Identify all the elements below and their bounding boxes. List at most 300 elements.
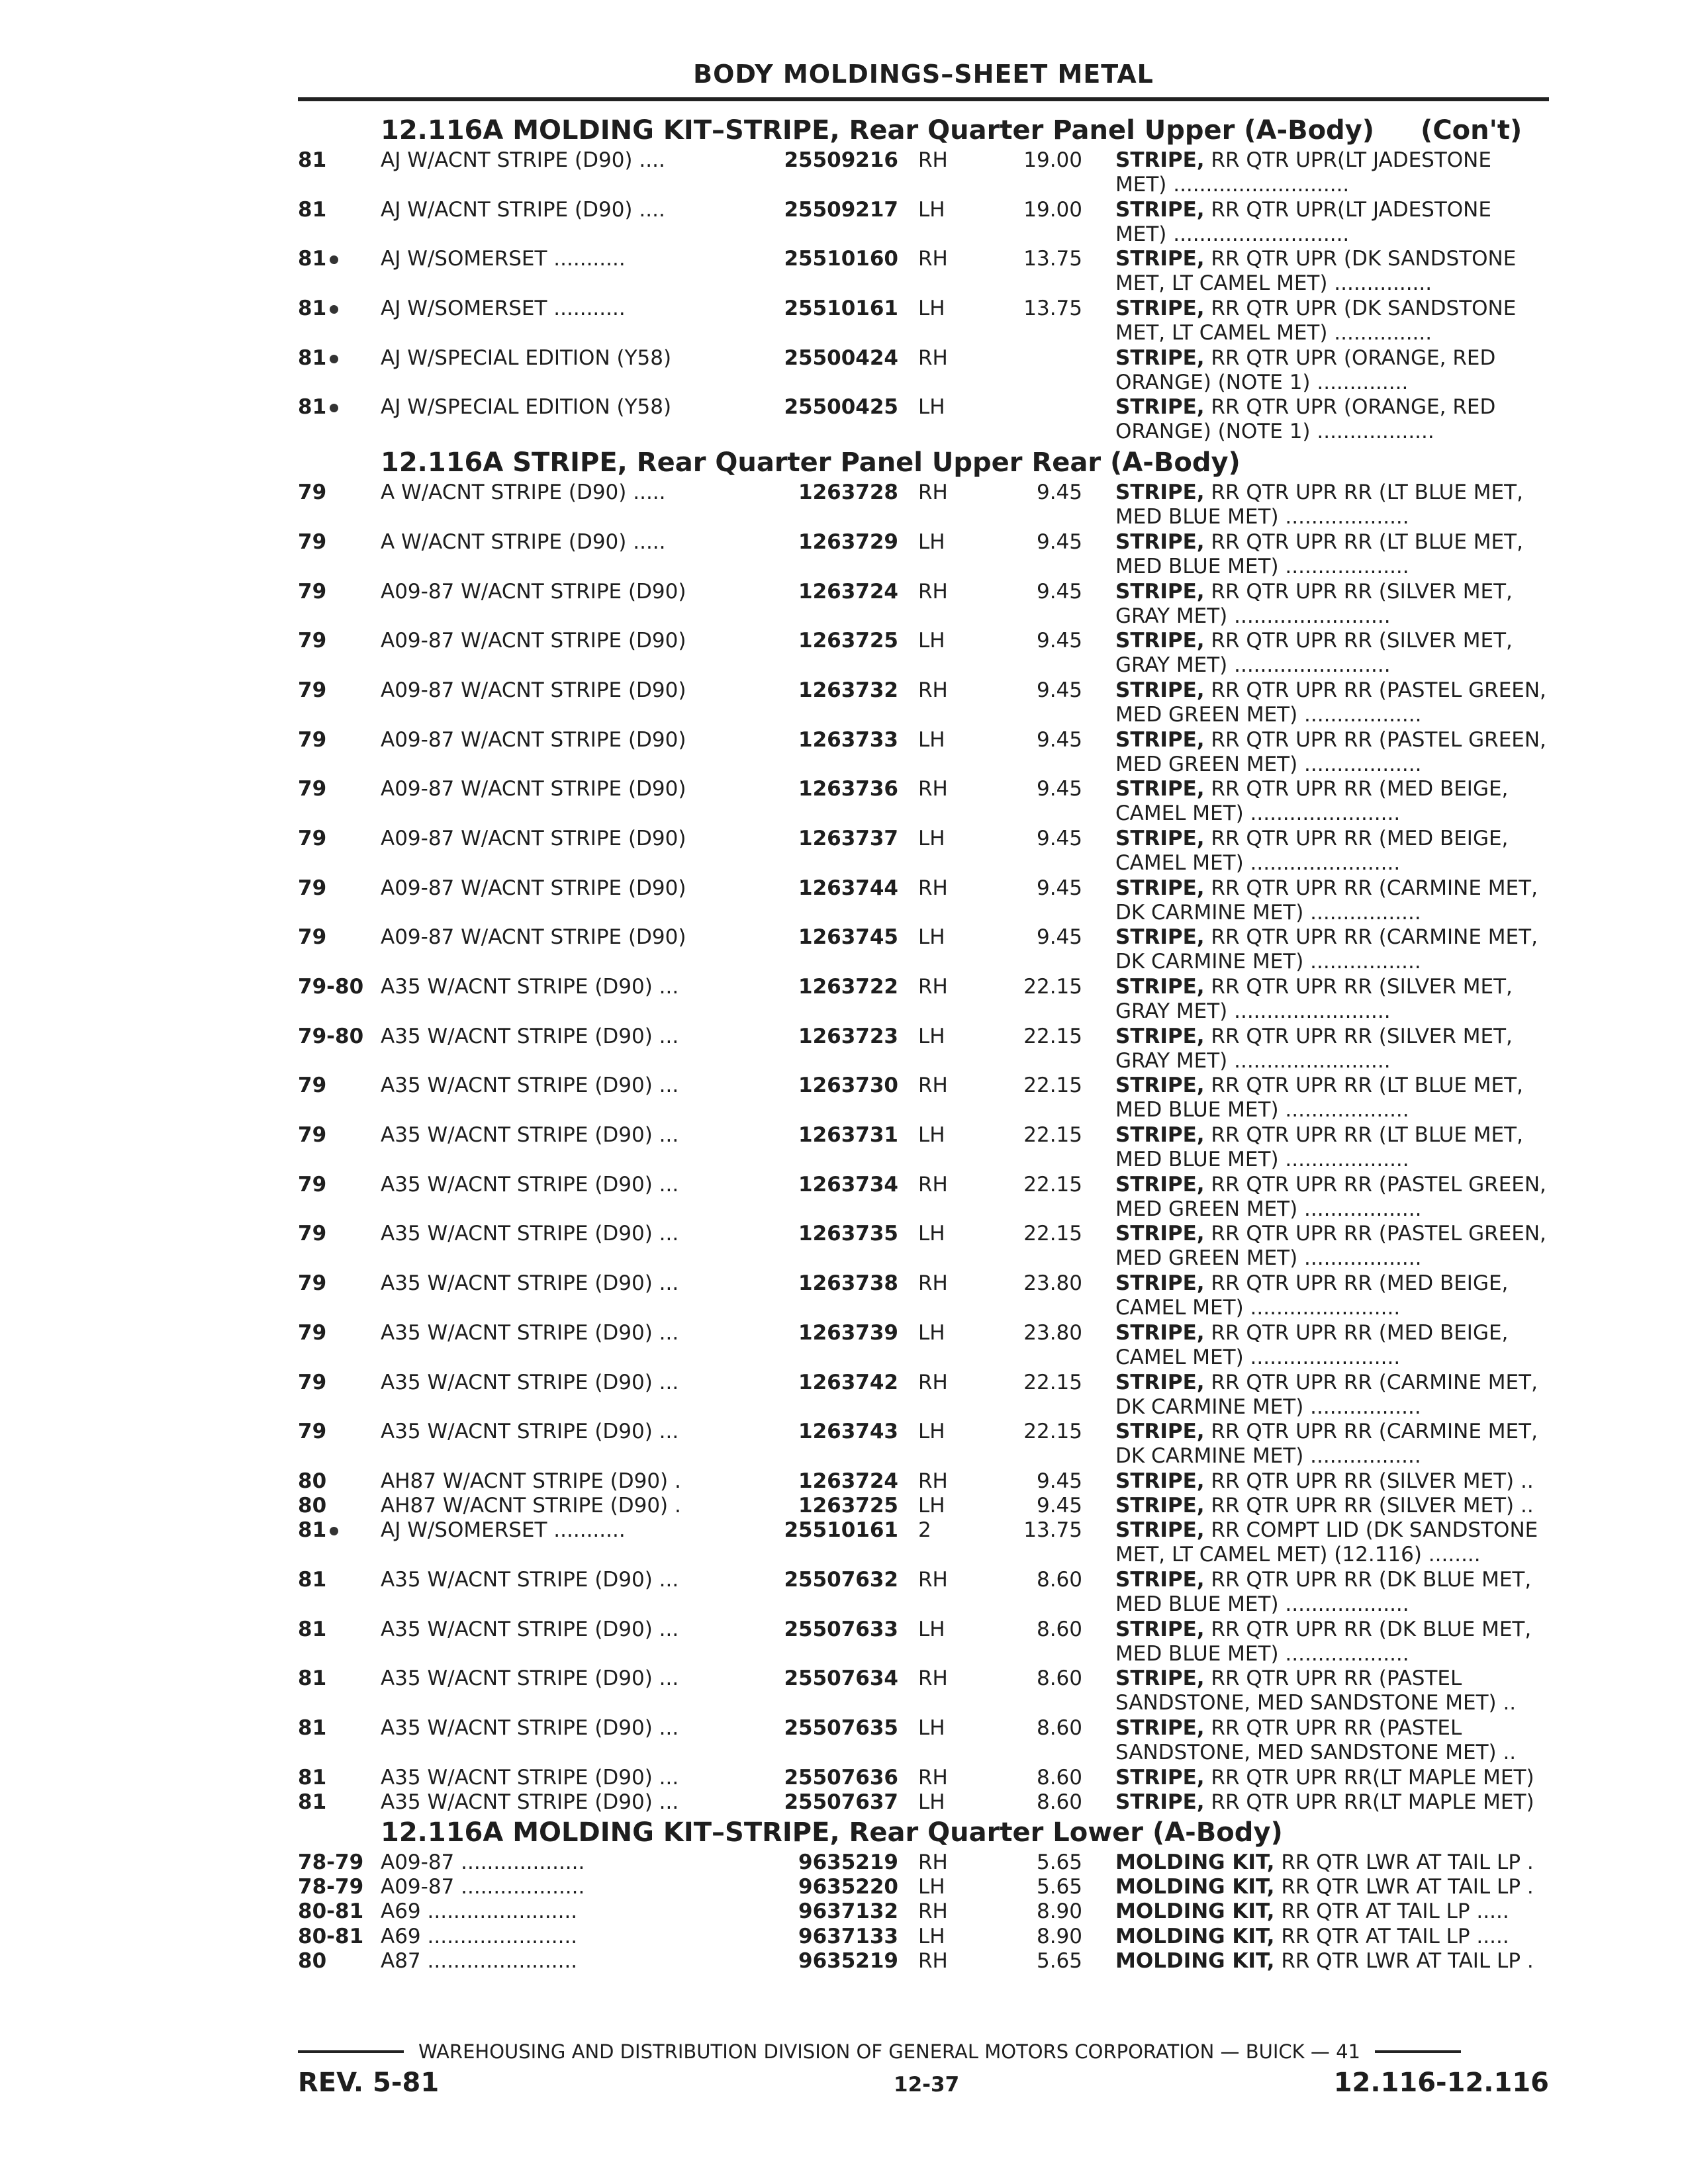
- new-item-bullet-icon: [330, 255, 338, 264]
- model-year: 81: [298, 296, 327, 321]
- description-text: RR QTR UPR RR (SILVER MET, GRAY MET) ........................: [1115, 975, 1513, 1023]
- model-year: 79: [298, 826, 327, 850]
- price-cell: 9.45: [1036, 876, 1082, 900]
- description-text: RR QTR UPR RR (DK BLUE MET, MED BLUE MET) ...................: [1115, 1567, 1532, 1616]
- part-number-cell: 1263723: [798, 1024, 898, 1048]
- model-year-cell: [298, 148, 381, 198]
- model-year-cell: [298, 1073, 381, 1123]
- part-number-cell: 25509217: [784, 197, 898, 222]
- description-text: RR QTR UPR RR (CARMINE MET, DK CARMINE MET) .................: [1115, 876, 1538, 925]
- model-year: 79-80: [298, 1024, 364, 1048]
- quantity-cell: RH: [918, 1850, 948, 1875]
- part-number-cell: 1263728: [798, 480, 898, 505]
- new-item-bullet-icon: [330, 404, 338, 412]
- model-year: 78-79: [298, 1875, 364, 1899]
- price-cell: 22.15: [1023, 1024, 1082, 1048]
- description-text: RR QTR UPR (DK SANDSTONE MET, LT CAMEL MET) ...............: [1115, 247, 1517, 296]
- price-cell: 22.15: [1023, 1420, 1082, 1444]
- section-heading: [298, 1815, 1549, 1850]
- application-cell: AJ W/SOMERSET ...........: [381, 247, 626, 271]
- part-number-cell: 9637133: [798, 1924, 898, 1948]
- part-number-cell: 1263737: [798, 826, 898, 850]
- application-cell: AH87 W/ACNT STRIPE (D90) .: [381, 1469, 681, 1493]
- model-year-cell: [298, 728, 381, 778]
- description-keyword: STRIPE,: [1115, 480, 1205, 505]
- description-cell: [1115, 1371, 1549, 1420]
- model-year-cell: [298, 629, 381, 678]
- footer-division-line: [298, 2038, 1549, 2065]
- description-cell: [1115, 148, 1549, 198]
- part-row: [298, 1173, 1549, 1222]
- description-keyword: STRIPE,: [1115, 1765, 1205, 1790]
- description-keyword: STRIPE,: [1115, 1172, 1205, 1197]
- quantity-cell: RH: [918, 148, 948, 172]
- quantity-cell: RH: [918, 678, 948, 702]
- new-item-bullet-icon: [330, 1527, 338, 1535]
- part-number-cell: 25507634: [784, 1666, 898, 1691]
- quantity-cell: LH: [918, 1924, 945, 1948]
- description-keyword: STRIPE,: [1115, 1790, 1205, 1814]
- description-cell: [1115, 1420, 1549, 1469]
- price-cell: 8.90: [1036, 1899, 1082, 1924]
- application-cell: A09-87 W/ACNT STRIPE (D90): [381, 727, 686, 752]
- page-number: 12-37: [894, 2073, 960, 2097]
- part-row: [298, 198, 1549, 248]
- model-year-cell: [298, 1790, 381, 1815]
- quantity-cell: LH: [918, 1024, 945, 1048]
- description-keyword: STRIPE,: [1115, 296, 1205, 321]
- quantity-cell: 2: [918, 1518, 931, 1543]
- quantity-cell: LH: [918, 197, 945, 222]
- description-keyword: MOLDING KIT,: [1115, 1875, 1275, 1899]
- description-cell: [1115, 876, 1549, 926]
- price-cell: 8.60: [1036, 1790, 1082, 1814]
- quantity-cell: LH: [918, 1875, 945, 1899]
- application-cell: AJ W/SPECIAL EDITION (Y58): [381, 345, 672, 370]
- part-number-cell: 9635220: [798, 1875, 898, 1899]
- part-number-cell: 9637132: [798, 1899, 898, 1924]
- part-row: [298, 1925, 1549, 1949]
- description-keyword: STRIPE,: [1115, 1494, 1205, 1518]
- footer-division-text: WAREHOUSING AND DISTRIBUTION DIVISION OF GENERAL MOTORS CORPORATION — BUICK — 41: [418, 2040, 1360, 2063]
- description-keyword: STRIPE,: [1115, 925, 1205, 950]
- part-number-cell: 1263736: [798, 777, 898, 801]
- model-year-cell: [298, 1617, 381, 1667]
- description-text: RR QTR UPR RR (MED BEIGE, CAMEL MET) .......................: [1115, 826, 1509, 875]
- description-cell: [1115, 1073, 1549, 1123]
- quantity-cell: RH: [918, 1370, 948, 1394]
- quantity-cell: RH: [918, 1172, 948, 1197]
- new-item-bullet-icon: [330, 355, 338, 363]
- model-year: 79: [298, 925, 327, 950]
- description-keyword: STRIPE,: [1115, 1716, 1205, 1740]
- model-year-cell: [298, 1420, 381, 1469]
- part-number-cell: 1263722: [798, 975, 898, 999]
- price-cell: 22.15: [1023, 1073, 1082, 1098]
- model-year-cell: [298, 1925, 381, 1949]
- description-keyword: STRIPE,: [1115, 629, 1205, 653]
- part-number-cell: 1263734: [798, 1172, 898, 1197]
- part-row: [298, 777, 1549, 827]
- description-cell: [1115, 1568, 1549, 1617]
- model-year-cell: [298, 1850, 381, 1875]
- price-cell: 9.45: [1036, 727, 1082, 752]
- description-text: RR QTR UPR(LT JADESTONE MET) ...........................: [1115, 197, 1491, 246]
- model-year-cell: [298, 1494, 381, 1518]
- description-text: RR QTR LWR AT TAIL LP .: [1281, 1948, 1534, 1973]
- price-cell: 9.45: [1036, 1469, 1082, 1493]
- part-number-cell: 25507632: [784, 1567, 898, 1592]
- application-cell: A35 W/ACNT STRIPE (D90) ...: [381, 975, 679, 999]
- description-text: RR QTR UPR RR (LT BLUE MET, MED BLUE MET) ...................: [1115, 480, 1523, 529]
- description-cell: [1115, 629, 1549, 678]
- description-text: RR QTR UPR RR (PASTEL SANDSTONE, MED SANDSTONE MET) ..: [1115, 1716, 1517, 1764]
- part-number-cell: 1263724: [798, 579, 898, 604]
- model-year: 80: [298, 1948, 327, 1973]
- model-year: 80: [298, 1494, 327, 1518]
- model-year-cell: [298, 678, 381, 728]
- application-cell: A09-87 W/ACNT STRIPE (D90): [381, 579, 686, 604]
- description-keyword: STRIPE,: [1115, 876, 1205, 900]
- quantity-cell: LH: [918, 1617, 945, 1641]
- description-text: RR QTR UPR RR (SILVER MET) ..: [1211, 1469, 1534, 1493]
- price-cell: 9.45: [1036, 777, 1082, 801]
- part-number-cell: 25507633: [784, 1617, 898, 1641]
- description-keyword: STRIPE,: [1115, 727, 1205, 752]
- description-cell: [1115, 346, 1549, 396]
- section-title: 12.116A STRIPE, Rear Quarter Panel Upper Rear (A-Body): [381, 447, 1241, 478]
- description-keyword: MOLDING KIT,: [1115, 1899, 1275, 1924]
- application-cell: A35 W/ACNT STRIPE (D90) ...: [381, 1716, 679, 1740]
- price-cell: 22.15: [1023, 1370, 1082, 1394]
- description-text: RR COMPT LID (DK SANDSTONE MET, LT CAMEL MET) (12.116) ........: [1115, 1518, 1538, 1567]
- model-year-cell: [298, 827, 381, 876]
- description-cell: [1115, 1222, 1549, 1271]
- part-row: [298, 1271, 1549, 1321]
- new-item-bullet-icon: [330, 305, 338, 314]
- description-text: RR QTR UPR RR (MED BEIGE, CAMEL MET) .......................: [1115, 777, 1509, 826]
- description-cell: [1115, 1666, 1549, 1716]
- section-heading: [298, 113, 1549, 148]
- description-cell: [1115, 296, 1549, 346]
- price-cell: 9.45: [1036, 629, 1082, 653]
- part-number-cell: 1263743: [798, 1420, 898, 1444]
- part-row: [298, 480, 1549, 530]
- price-cell: 22.15: [1023, 1123, 1082, 1148]
- footer-rule-left: [298, 2050, 404, 2053]
- application-cell: A35 W/ACNT STRIPE (D90) ...: [381, 1024, 679, 1048]
- model-year-cell: [298, 1875, 381, 1899]
- quantity-cell: RH: [918, 1271, 948, 1296]
- description-keyword: STRIPE,: [1115, 395, 1205, 420]
- part-number-cell: 1263739: [798, 1320, 898, 1345]
- model-year-cell: [298, 1222, 381, 1271]
- description-text: RR QTR UPR RR (LT BLUE MET, MED BLUE MET) ...................: [1115, 1123, 1523, 1172]
- model-year-cell: [298, 925, 381, 975]
- description-text: RR QTR LWR AT TAIL LP .: [1281, 1875, 1534, 1899]
- description-cell: [1115, 777, 1549, 827]
- description-cell: [1115, 925, 1549, 975]
- model-year-cell: [298, 1469, 381, 1494]
- model-year-cell: [298, 777, 381, 827]
- quantity-cell: RH: [918, 1948, 948, 1973]
- application-cell: A35 W/ACNT STRIPE (D90) ...: [381, 1420, 679, 1444]
- description-text: RR QTR UPR RR (CARMINE MET, DK CARMINE MET) .................: [1115, 1420, 1538, 1469]
- quantity-cell: LH: [918, 925, 945, 950]
- description-keyword: STRIPE,: [1115, 1420, 1205, 1444]
- application-cell: A09-87 W/ACNT STRIPE (D90): [381, 876, 686, 900]
- description-cell: [1115, 1321, 1549, 1371]
- application-cell: A35 W/ACNT STRIPE (D90) ...: [381, 1271, 679, 1296]
- part-number-cell: 1263738: [798, 1271, 898, 1296]
- quantity-cell: RH: [918, 1567, 948, 1592]
- quantity-cell: RH: [918, 480, 948, 505]
- part-number-cell: 25507637: [784, 1790, 898, 1814]
- quantity-cell: RH: [918, 1765, 948, 1790]
- model-year-cell: [298, 1716, 381, 1766]
- model-year: 79: [298, 1370, 327, 1394]
- part-row: [298, 296, 1549, 346]
- description-cell: [1115, 1123, 1549, 1173]
- model-year: 80: [298, 1469, 327, 1493]
- section-continued: (Con't): [1421, 115, 1523, 146]
- part-number-cell: 25510161: [784, 296, 898, 321]
- price-cell: 22.15: [1023, 1172, 1082, 1197]
- quantity-cell: LH: [918, 1222, 945, 1246]
- model-year: 81: [298, 1765, 327, 1790]
- model-year: 81: [298, 345, 327, 370]
- model-year: 79: [298, 678, 327, 702]
- description-keyword: STRIPE,: [1115, 1271, 1205, 1296]
- application-cell: AJ W/ACNT STRIPE (D90) ....: [381, 197, 665, 222]
- description-text: RR QTR AT TAIL LP .....: [1281, 1924, 1509, 1948]
- quantity-cell: LH: [918, 296, 945, 321]
- model-year: 79: [298, 1222, 327, 1246]
- description-cell: [1115, 1899, 1549, 1924]
- part-row: [298, 1899, 1549, 1924]
- model-year-cell: [298, 1518, 381, 1568]
- price-cell: 23.80: [1023, 1320, 1082, 1345]
- part-number-cell: 25510160: [784, 247, 898, 271]
- part-row: [298, 395, 1549, 445]
- description-text: RR QTR UPR RR (PASTEL GREEN, MED GREEN MET) ..................: [1115, 678, 1546, 727]
- quantity-cell: LH: [918, 727, 945, 752]
- model-year: 81: [298, 197, 327, 222]
- part-row: [298, 1420, 1549, 1469]
- price-cell: 9.45: [1036, 480, 1082, 505]
- model-year: 79: [298, 777, 327, 801]
- model-year: 79: [298, 629, 327, 653]
- model-year: 81: [298, 1567, 327, 1592]
- quantity-cell: LH: [918, 1790, 945, 1814]
- description-keyword: STRIPE,: [1115, 1370, 1205, 1394]
- quantity-cell: RH: [918, 975, 948, 999]
- description-cell: [1115, 530, 1549, 580]
- part-row: [298, 148, 1549, 198]
- description-text: RR QTR UPR RR (SILVER MET, GRAY MET) ........................: [1115, 1024, 1513, 1073]
- part-row: [298, 1568, 1549, 1617]
- application-cell: A35 W/ACNT STRIPE (D90) ...: [381, 1222, 679, 1246]
- section-title: 12.116A MOLDING KIT–STRIPE, Rear Quarter Panel Upper (A-Body): [381, 115, 1375, 146]
- price-cell: 22.15: [1023, 1222, 1082, 1246]
- part-number-cell: 1263735: [798, 1222, 898, 1246]
- part-number-cell: 1263725: [798, 629, 898, 653]
- description-cell: [1115, 1024, 1549, 1074]
- model-year-cell: [298, 975, 381, 1024]
- model-year: 79: [298, 579, 327, 604]
- model-year: 79: [298, 1123, 327, 1148]
- model-year-cell: [298, 1173, 381, 1222]
- price-cell: 13.75: [1023, 1518, 1082, 1543]
- part-row: [298, 1666, 1549, 1716]
- description-cell: [1115, 1494, 1549, 1518]
- model-year: 81: [298, 1518, 327, 1543]
- description-keyword: MOLDING KIT,: [1115, 1850, 1275, 1875]
- price-cell: 8.60: [1036, 1617, 1082, 1641]
- part-row: [298, 629, 1549, 678]
- model-year: 79: [298, 480, 327, 505]
- part-number-cell: 25500424: [784, 345, 898, 370]
- model-year: 81: [298, 1716, 327, 1740]
- price-cell: 23.80: [1023, 1271, 1082, 1296]
- part-number-cell: 1263724: [798, 1469, 898, 1493]
- price-cell: 9.45: [1036, 1494, 1082, 1518]
- part-row: [298, 1494, 1549, 1518]
- price-cell: 22.15: [1023, 975, 1082, 999]
- price-cell: 8.60: [1036, 1666, 1082, 1691]
- model-year-cell: [298, 247, 381, 296]
- quantity-cell: LH: [918, 529, 945, 554]
- part-number-cell: 25507636: [784, 1765, 898, 1790]
- price-cell: 19.00: [1023, 148, 1082, 172]
- application-cell: AJ W/ACNT STRIPE (D90) ....: [381, 148, 665, 172]
- description-text: RR QTR UPR RR (MED BEIGE, CAMEL MET) .......................: [1115, 1320, 1509, 1369]
- section-range: 12.116-12.116: [1333, 2068, 1549, 2098]
- model-year-cell: [298, 876, 381, 926]
- model-year-cell: [298, 1568, 381, 1617]
- description-text: RR QTR UPR RR (CARMINE MET, DK CARMINE MET) .................: [1115, 925, 1538, 974]
- application-cell: AJ W/SPECIAL EDITION (Y58): [381, 395, 672, 420]
- description-keyword: MOLDING KIT,: [1115, 1924, 1275, 1948]
- model-year-cell: [298, 296, 381, 346]
- application-cell: A09-87 ...................: [381, 1875, 585, 1899]
- description-text: RR QTR UPR RR (LT BLUE MET, MED BLUE MET) ...................: [1115, 1073, 1523, 1122]
- price-cell: 13.75: [1023, 296, 1082, 321]
- section-heading: [298, 445, 1549, 480]
- quantity-cell: RH: [918, 777, 948, 801]
- part-row: [298, 975, 1549, 1024]
- quantity-cell: RH: [918, 579, 948, 604]
- price-cell: 5.65: [1036, 1850, 1082, 1875]
- part-row: [298, 1222, 1549, 1271]
- application-cell: A35 W/ACNT STRIPE (D90) ...: [381, 1320, 679, 1345]
- description-keyword: STRIPE,: [1115, 148, 1205, 172]
- part-row: [298, 346, 1549, 396]
- description-keyword: STRIPE,: [1115, 197, 1205, 222]
- description-text: RR QTR UPR RR(LT MAPLE MET): [1211, 1765, 1534, 1790]
- part-number-cell: 9635219: [798, 1850, 898, 1875]
- price-cell: 5.65: [1036, 1875, 1082, 1899]
- parts-listing: [298, 113, 1549, 1974]
- description-cell: [1115, 1518, 1549, 1568]
- description-cell: [1115, 827, 1549, 876]
- description-keyword: STRIPE,: [1115, 1567, 1205, 1592]
- model-year-cell: [298, 1899, 381, 1924]
- description-keyword: STRIPE,: [1115, 1123, 1205, 1148]
- quantity-cell: RH: [918, 1469, 948, 1493]
- part-row: [298, 876, 1549, 926]
- price-cell: 13.75: [1023, 247, 1082, 271]
- description-text: RR QTR UPR RR (PASTEL SANDSTONE, MED SANDSTONE MET) ..: [1115, 1666, 1517, 1715]
- quantity-cell: LH: [918, 629, 945, 653]
- price-cell: 5.65: [1036, 1948, 1082, 1973]
- description-keyword: STRIPE,: [1115, 1024, 1205, 1048]
- description-cell: [1115, 1925, 1549, 1949]
- part-number-cell: 1263732: [798, 678, 898, 702]
- application-cell: A87 .......................: [381, 1948, 578, 1973]
- description-text: RR QTR UPR (ORANGE, RED ORANGE) (NOTE 1) ..................: [1115, 395, 1496, 444]
- application-cell: AH87 W/ACNT STRIPE (D90) .: [381, 1494, 681, 1518]
- part-row: [298, 1875, 1549, 1899]
- description-cell: [1115, 1173, 1549, 1222]
- quantity-cell: RH: [918, 345, 948, 370]
- description-text: RR QTR UPR RR (PASTEL GREEN, MED GREEN MET) ..................: [1115, 1222, 1546, 1271]
- model-year: 81: [298, 247, 327, 271]
- description-text: RR QTR UPR RR (PASTEL GREEN, MED GREEN MET) ..................: [1115, 727, 1546, 776]
- application-cell: A35 W/ACNT STRIPE (D90) ...: [381, 1617, 679, 1641]
- model-year: 81: [298, 1790, 327, 1814]
- description-text: RR QTR UPR RR (MED BEIGE, CAMEL MET) .......................: [1115, 1271, 1509, 1320]
- price-cell: 8.60: [1036, 1567, 1082, 1592]
- description-text: RR QTR LWR AT TAIL LP .: [1281, 1850, 1534, 1875]
- part-row: [298, 827, 1549, 876]
- description-keyword: STRIPE,: [1115, 1320, 1205, 1345]
- price-cell: 8.60: [1036, 1716, 1082, 1740]
- part-number-cell: 1263733: [798, 727, 898, 752]
- description-cell: [1115, 1469, 1549, 1494]
- model-year: 81: [298, 395, 327, 420]
- model-year: 81: [298, 1666, 327, 1691]
- part-row: [298, 1321, 1549, 1371]
- description-keyword: STRIPE,: [1115, 678, 1205, 702]
- part-row: [298, 728, 1549, 778]
- part-number-cell: 25510161: [784, 1518, 898, 1543]
- model-year: 79: [298, 529, 327, 554]
- part-row: [298, 1518, 1549, 1568]
- description-cell: [1115, 1850, 1549, 1875]
- description-text: RR QTR UPR RR(LT MAPLE MET): [1211, 1790, 1534, 1814]
- application-cell: AJ W/SOMERSET ...........: [381, 1518, 626, 1543]
- model-year: 79: [298, 727, 327, 752]
- quantity-cell: RH: [918, 1073, 948, 1098]
- model-year-cell: [298, 198, 381, 248]
- description-cell: [1115, 480, 1549, 530]
- model-year-cell: [298, 1123, 381, 1173]
- quantity-cell: LH: [918, 1320, 945, 1345]
- part-row: [298, 925, 1549, 975]
- model-year-cell: [298, 1321, 381, 1371]
- part-row: [298, 1123, 1549, 1173]
- part-row: [298, 1716, 1549, 1766]
- header-rule: [298, 97, 1549, 101]
- description-keyword: STRIPE,: [1115, 777, 1205, 801]
- model-year: 81: [298, 148, 327, 172]
- quantity-cell: LH: [918, 826, 945, 850]
- quantity-cell: LH: [918, 1123, 945, 1148]
- application-cell: A35 W/ACNT STRIPE (D90) ...: [381, 1123, 679, 1148]
- application-cell: AJ W/SOMERSET ...........: [381, 296, 626, 321]
- quantity-cell: RH: [918, 1666, 948, 1691]
